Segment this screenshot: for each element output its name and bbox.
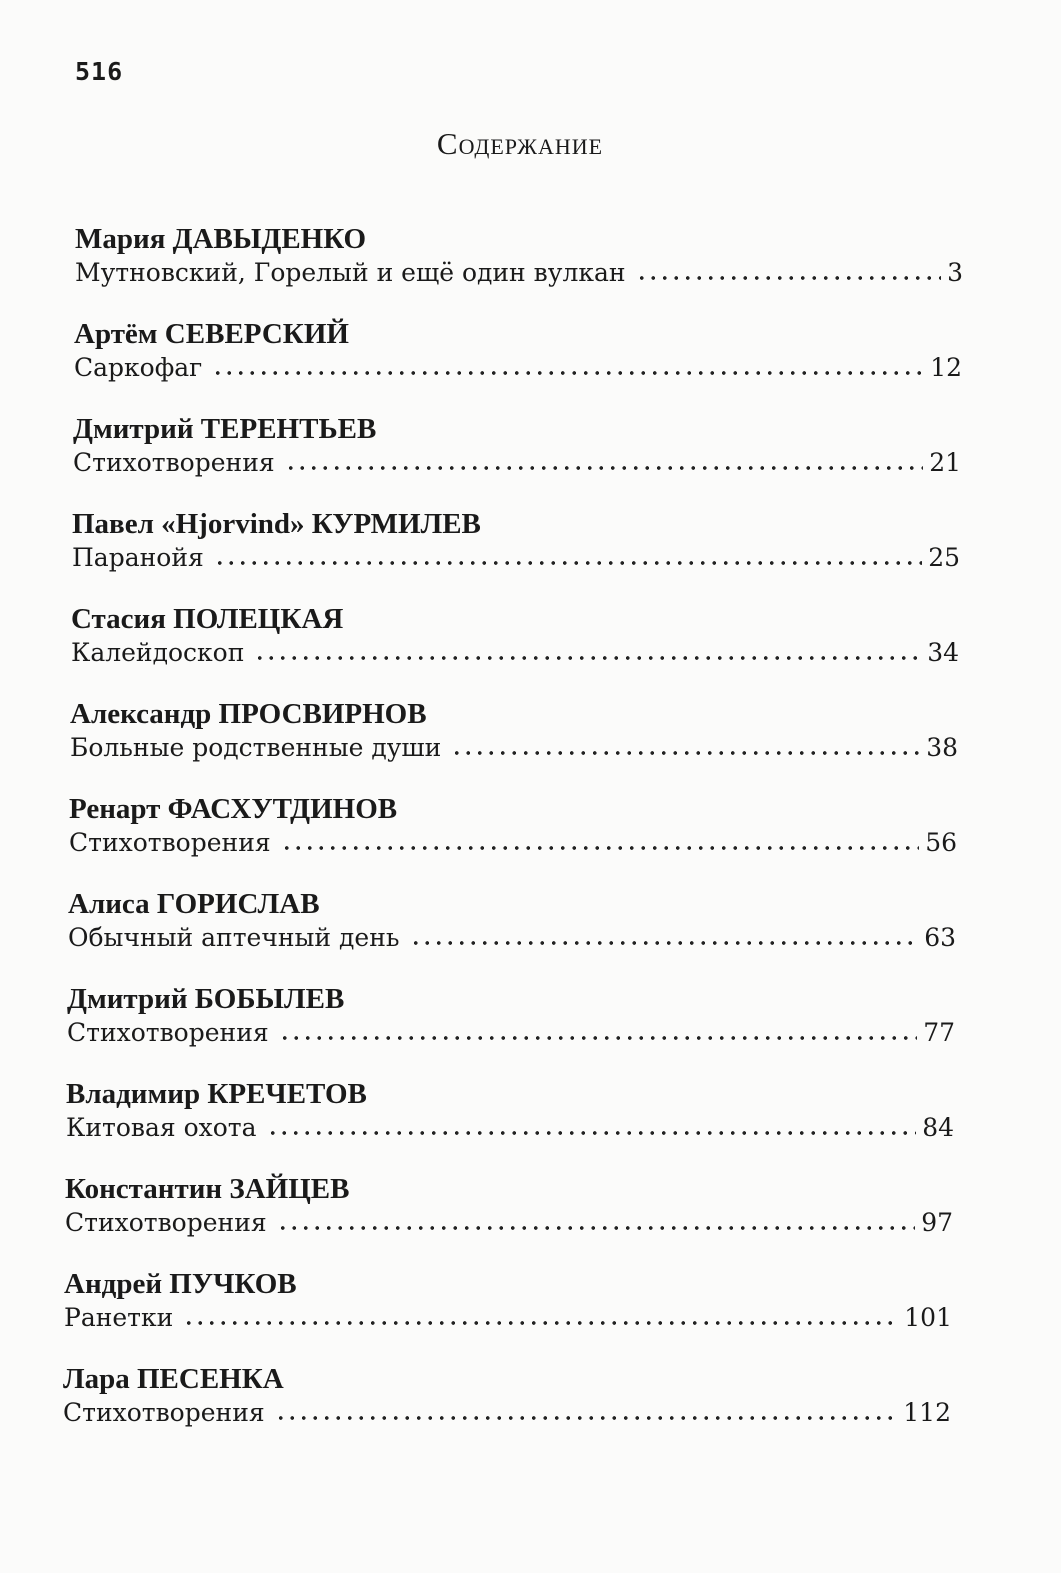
toc-author: Мария ДАВЫДЕНКО [75,223,367,255]
toc-page-number: 34 [927,638,959,667]
dot-leader [279,1035,918,1041]
toc-page-number: 112 [903,1398,951,1427]
toc-title: Стихотворения [67,1018,269,1047]
toc-title: Паранойя [72,543,204,572]
toc-author: Дмитрий ТЕРЕНТЬЕВ [73,413,377,445]
toc-title: Больные родственные души [70,733,442,762]
toc-author: Александр ПРОСВИРНОВ [70,698,427,730]
toc-title: Стихотворения [65,1208,267,1237]
dot-leader [451,750,920,756]
toc-entry[interactable] [74,317,962,407]
toc-entry[interactable] [64,1267,952,1357]
toc-page-number: 56 [925,828,957,857]
toc-entry[interactable] [63,1362,951,1452]
toc-entry[interactable] [69,792,957,882]
toc-page-number: 3 [947,258,963,287]
dot-leader [267,1130,917,1136]
toc-page-number: 63 [924,923,956,952]
dot-leader [277,1225,916,1231]
page-title: Содержание [436,126,604,161]
toc-title: Стихотворения [69,828,271,857]
dot-leader [285,465,924,471]
toc-entry[interactable] [75,222,963,312]
toc-page-number: 21 [929,448,961,477]
toc-entry[interactable] [70,697,958,787]
dot-leader [281,845,920,851]
toc-title: Стихотворения [73,448,275,477]
toc-page-number: 38 [926,733,958,762]
toc-entry[interactable] [72,507,960,597]
toc-author: Артём СЕВЕРСКИЙ [74,318,349,350]
toc-author: Владимир КРЕЧЕТОВ [66,1078,367,1110]
toc-author: Константин ЗАЙЦЕВ [65,1173,350,1205]
toc-title: Обычный аптечный день [68,923,400,952]
toc-author: Лара ПЕСЕНКА [63,1363,284,1395]
dot-leader [275,1415,898,1421]
toc-entry[interactable] [73,412,961,502]
page-number: 516 [75,57,124,86]
toc-author: Дмитрий БОБЫЛЕВ [67,983,345,1015]
toc-author: Павел «Hjorvind» КУРМИЛЕВ [72,508,481,540]
toc-entry[interactable] [66,1077,954,1167]
toc-entry[interactable] [65,1172,953,1262]
toc-page-number: 25 [928,543,960,572]
toc-title: Мутновский, Горелый и ещё один вулкан [75,258,626,287]
toc-page-number: 97 [921,1208,953,1237]
toc-title: Саркофаг [74,353,203,382]
dot-leader [410,940,919,946]
toc-page-number: 12 [930,353,962,382]
dot-leader [636,275,942,281]
toc-entry[interactable] [68,887,956,977]
toc-page-number: 77 [923,1018,955,1047]
dot-leader [214,560,922,566]
toc-author: Стасия ПОЛЕЦКАЯ [71,603,344,635]
dot-leader [212,370,924,376]
toc-page-number: 84 [922,1113,954,1142]
dot-leader [254,655,921,661]
toc-title: Ранетки [64,1303,174,1332]
toc-entry[interactable] [71,602,959,692]
toc-author: Ренарт ФАСХУТДИНОВ [69,793,398,825]
toc-page-number: 101 [904,1303,952,1332]
table-of-contents [0,222,1061,1522]
dot-leader [183,1320,898,1326]
toc-author: Андрей ПУЧКОВ [64,1268,297,1300]
toc-title: Стихотворения [63,1398,265,1427]
toc-title: Китовая охота [66,1113,257,1142]
toc-entry[interactable] [67,982,955,1072]
toc-author: Алиса ГОРИСЛАВ [68,888,320,920]
toc-title: Калейдоскоп [71,638,245,667]
